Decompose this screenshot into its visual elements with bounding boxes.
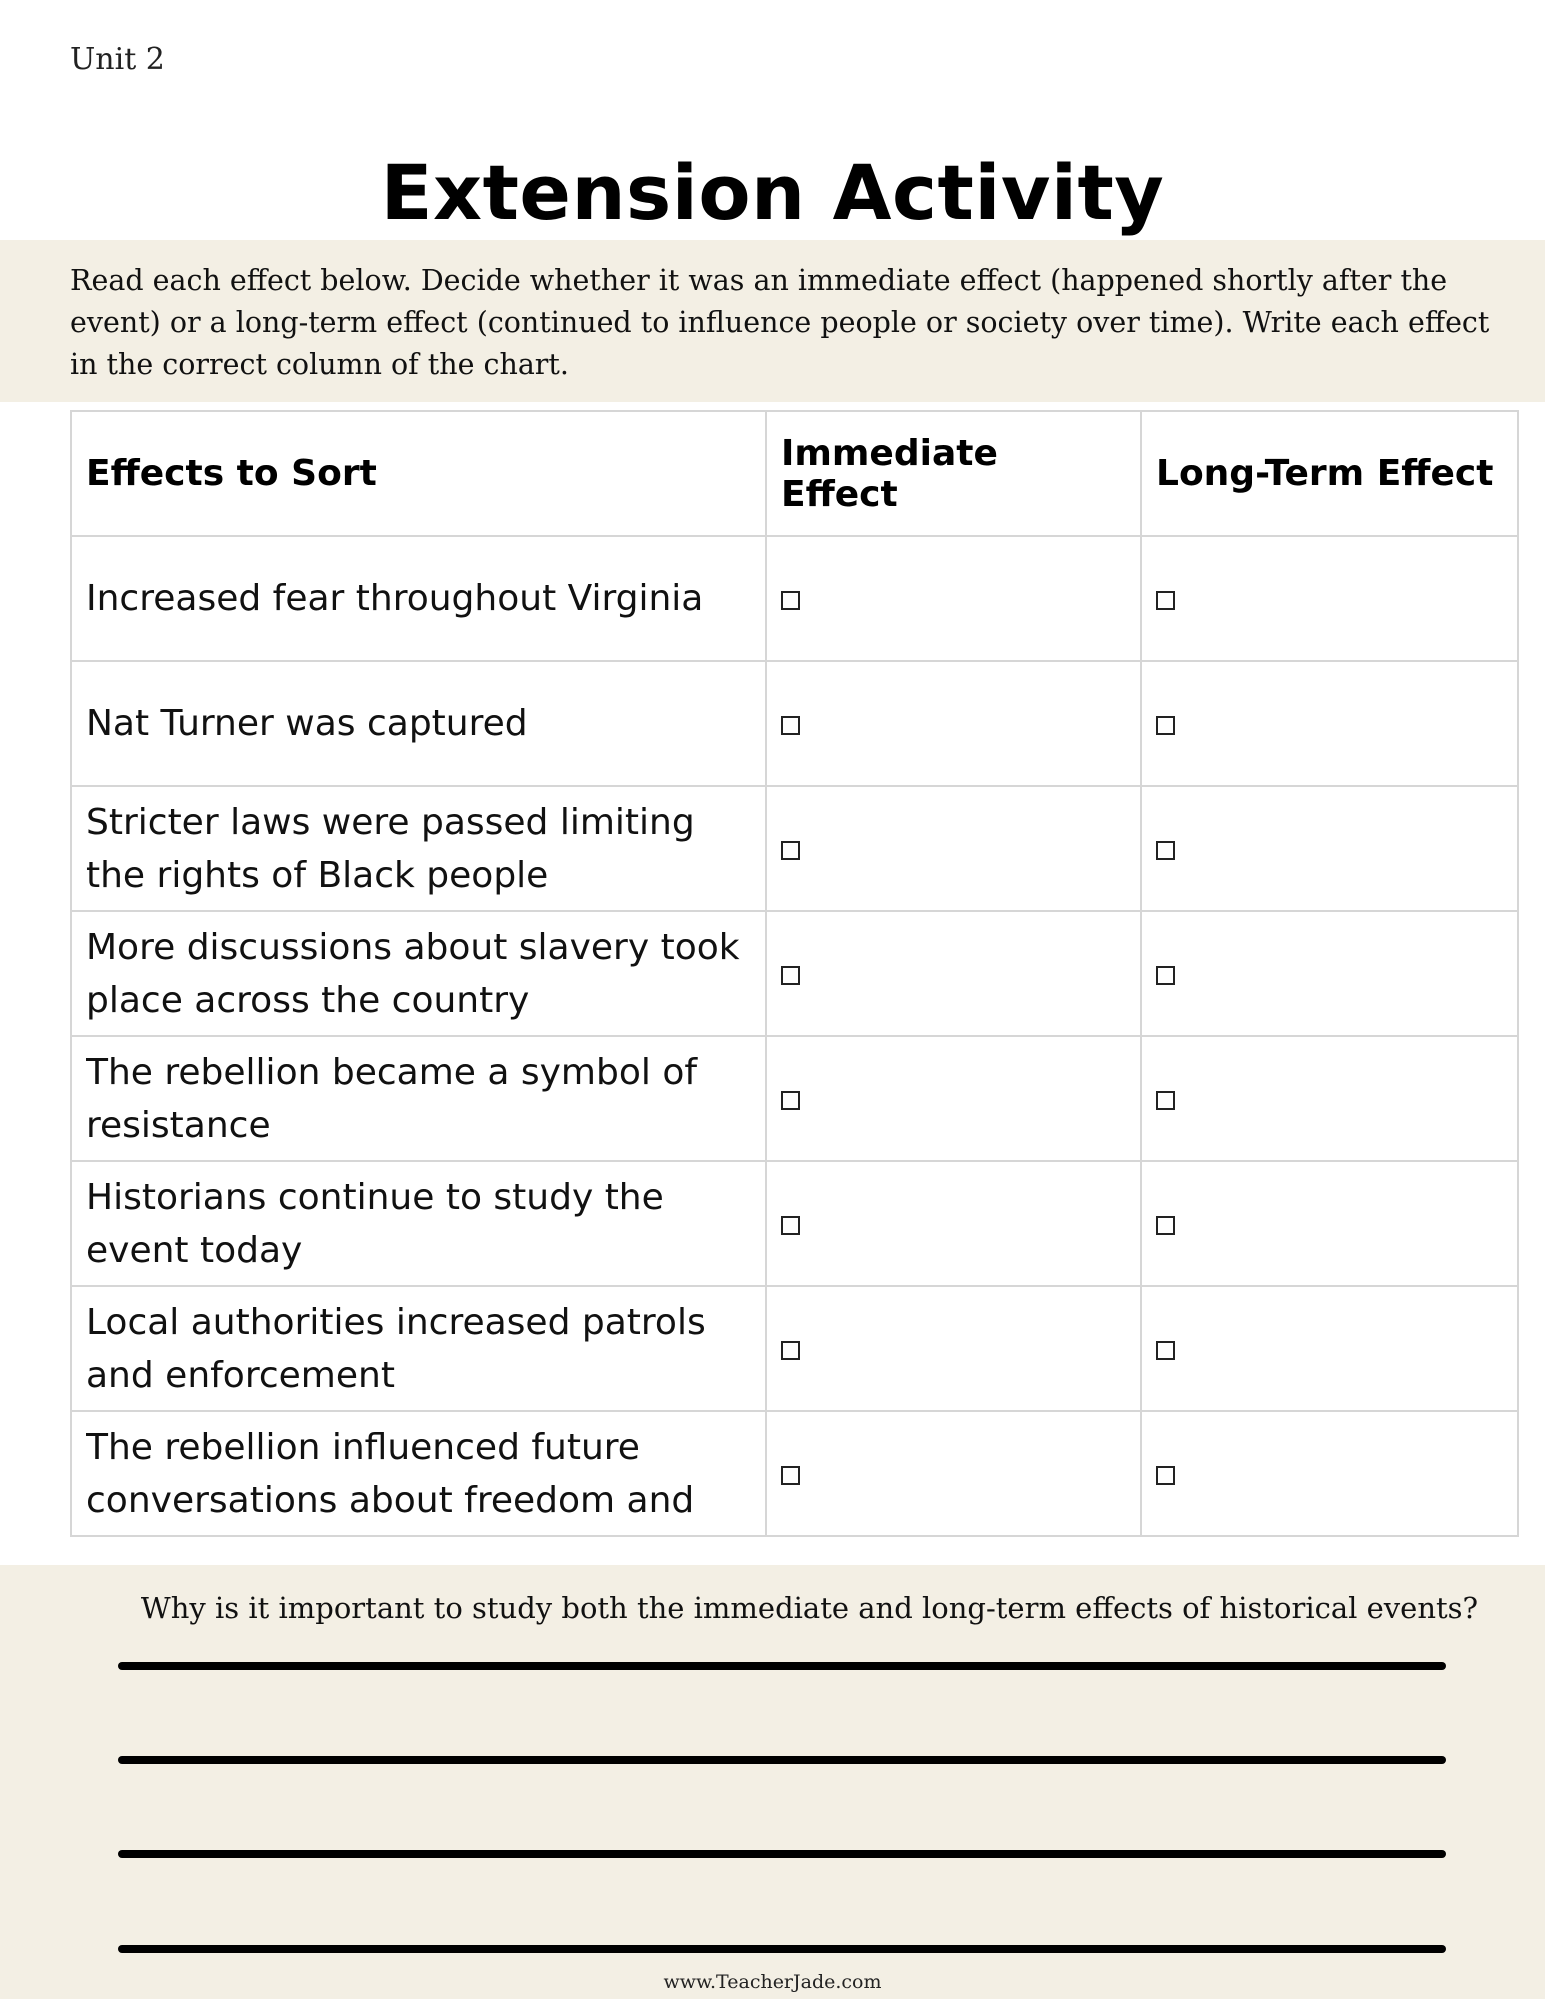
long-term-checkbox[interactable]	[1156, 1216, 1175, 1235]
effect-text: The rebellion became a symbol of resistance	[86, 1051, 698, 1146]
immediate-cell	[766, 1286, 1141, 1411]
answer-line[interactable]	[118, 1756, 1446, 1764]
column-header-immediate: Immediate Effect	[766, 411, 1141, 536]
table-row	[71, 536, 1518, 661]
table-row	[71, 1161, 1518, 1286]
effect-cell	[71, 536, 766, 661]
effects-sort-table	[70, 410, 1519, 1537]
immediate-cell	[766, 911, 1141, 1036]
effect-cell	[71, 1411, 766, 1536]
immediate-cell	[766, 1036, 1141, 1161]
table-header-row	[71, 411, 1518, 536]
long-term-cell	[1141, 1286, 1518, 1411]
effect-text: The rebellion influenced future conversations about freedom and	[86, 1426, 695, 1521]
instructions-text: Read each effect below. Decide whether it was an immediate effect (happened shortly after the event) or a long-term effect (continued to influence people or society over time). Write each effect in the correct column of the chart.	[70, 264, 1490, 381]
long-term-checkbox[interactable]	[1156, 1341, 1175, 1360]
effect-cell	[71, 786, 766, 911]
immediate-checkbox[interactable]	[781, 1216, 800, 1235]
column-header-long-term: Long-Term Effect	[1141, 411, 1518, 536]
long-term-checkbox[interactable]	[1156, 966, 1175, 985]
table-row	[71, 1036, 1518, 1161]
long-term-checkbox[interactable]	[1156, 716, 1175, 735]
immediate-checkbox[interactable]	[781, 591, 800, 610]
effect-cell	[71, 911, 766, 1036]
immediate-checkbox[interactable]	[781, 841, 800, 860]
long-term-checkbox[interactable]	[1156, 841, 1175, 860]
long-term-cell	[1141, 786, 1518, 911]
effect-text: Increased fear throughout Virginia	[86, 578, 704, 619]
table-row	[71, 661, 1518, 786]
unit-label: Unit 2	[70, 42, 165, 77]
effect-cell	[71, 1286, 766, 1411]
reflection-question: Why is it important to study both the immediate and long-term effects of historical events?	[140, 1591, 1479, 1625]
effect-cell	[71, 1036, 766, 1161]
answer-line[interactable]	[118, 1662, 1446, 1670]
immediate-cell	[766, 661, 1141, 786]
long-term-cell	[1141, 1036, 1518, 1161]
immediate-checkbox[interactable]	[781, 1091, 800, 1110]
footer-url: www.TeacherJade.com	[663, 1971, 882, 1993]
long-term-cell	[1141, 1411, 1518, 1536]
table-row	[71, 1411, 1518, 1536]
immediate-cell	[766, 1411, 1141, 1536]
immediate-checkbox[interactable]	[781, 1466, 800, 1485]
effect-text: Local authorities increased patrols and enforcement	[86, 1301, 706, 1396]
column-header-effects: Effects to Sort	[71, 411, 766, 536]
immediate-cell	[766, 786, 1141, 911]
page-title: Extension Activity	[380, 148, 1165, 237]
immediate-checkbox[interactable]	[781, 1341, 800, 1360]
long-term-cell	[1141, 1161, 1518, 1286]
immediate-cell	[766, 1161, 1141, 1286]
immediate-checkbox[interactable]	[781, 966, 800, 985]
effect-text: Nat Turner was captured	[86, 703, 528, 744]
long-term-cell	[1141, 911, 1518, 1036]
answer-line[interactable]	[118, 1945, 1446, 1953]
answer-line[interactable]	[118, 1850, 1446, 1858]
immediate-checkbox[interactable]	[781, 716, 800, 735]
long-term-checkbox[interactable]	[1156, 1466, 1175, 1485]
effect-text: Historians continue to study the event today	[86, 1176, 664, 1271]
effect-cell	[71, 1161, 766, 1286]
instructions-panel	[0, 240, 1545, 402]
long-term-cell	[1141, 661, 1518, 786]
long-term-checkbox[interactable]	[1156, 591, 1175, 610]
table-row	[71, 1286, 1518, 1411]
table-row	[71, 911, 1518, 1036]
reflection-panel	[0, 1565, 1545, 1999]
immediate-cell	[766, 536, 1141, 661]
effect-text: More discussions about slavery took place across the country	[86, 926, 740, 1021]
effect-text: Stricter laws were passed limiting the rights of Black people	[86, 801, 695, 896]
long-term-checkbox[interactable]	[1156, 1091, 1175, 1110]
table-row	[71, 786, 1518, 911]
effect-cell	[71, 661, 766, 786]
long-term-cell	[1141, 536, 1518, 661]
